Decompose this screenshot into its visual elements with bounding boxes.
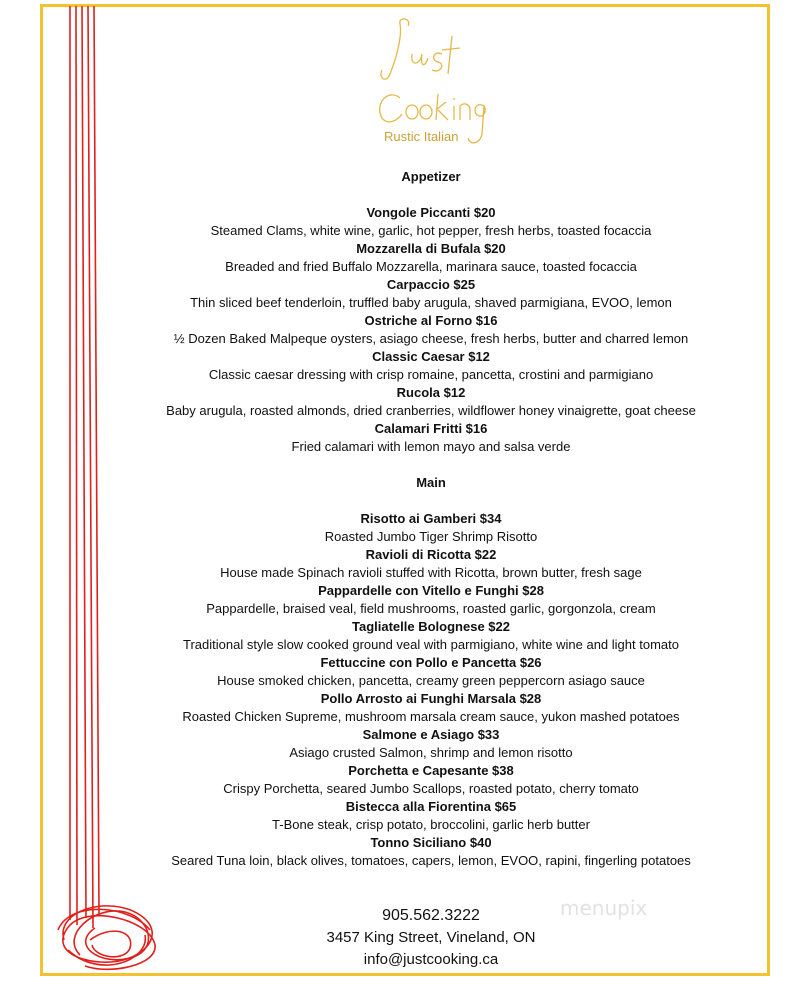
email-address: info@justcooking.ca	[363, 951, 499, 968]
menu-item-name: Salmone e Asiago $33	[362, 727, 500, 742]
menu-item-name: Bistecca alla Fiorentina $65	[345, 799, 517, 814]
contact-footer	[100, 905, 762, 971]
menu-item-name: Fettuccine con Pollo e Pancetta $26	[320, 655, 542, 670]
menu-item-description: Roasted Chicken Supreme, mushroom marsala cream sauce, yukon mashed potatoes	[182, 709, 680, 724]
main-list	[100, 510, 762, 870]
menu-item-description: Steamed Clams, white wine, garlic, hot pepper, fresh herbs, toasted focaccia	[210, 223, 652, 238]
menu-item-description: Crispy Porchetta, seared Jumbo Scallops, roasted potato, cherry tomato	[223, 781, 639, 796]
section-title-appetizer: Appetizer	[401, 169, 461, 184]
menu-item-description: Breaded and fried Buffalo Mozzarella, marinara sauce, toasted focaccia	[225, 259, 637, 274]
menu-item-name: Ravioli di Ricotta $22	[365, 547, 497, 562]
street-address: 3457 King Street, Vineland, ON	[326, 929, 536, 946]
menu-item-description: Thin sliced beef tenderloin, truffled baby arugula, shaved parmigiana, EVOO, lemon	[190, 295, 672, 310]
menu-item-name: Classic Caesar $12	[372, 349, 490, 364]
menu-item-name: Calamari Fritti $16	[374, 421, 488, 436]
menu-item-description: House made Spinach ravioli stuffed with Ricotta, brown butter, fresh sage	[220, 565, 642, 580]
menu-item-name: Porchetta e Capesante $38	[348, 763, 514, 778]
menu-item-description: Fried calamari with lemon mayo and salsa verde	[291, 439, 571, 454]
menu-item-description: Baby arugula, roasted almonds, dried cranberries, wildflower honey vinaigrette, goat cheese	[166, 403, 696, 418]
menupix-watermark: menupix	[560, 896, 648, 920]
menu-item-name: Tonno Siciliano $40	[370, 835, 492, 850]
menu-item-name: Pollo Arrosto ai Funghi Marsala $28	[320, 691, 542, 706]
menu-item-description: Pappardelle, braised veal, field mushrooms, roasted garlic, gorgonzola, cream	[206, 601, 656, 616]
menu-item-description: Asiago crusted Salmon, shrimp and lemon risotto	[289, 745, 573, 760]
menu-item-name: Ostriche al Forno $16	[364, 313, 498, 328]
menu-item-description: Roasted Jumbo Tiger Shrimp Risotto	[324, 529, 538, 544]
menu-item-name: Mozzarella di Bufala $20	[356, 241, 506, 256]
menu-item-description: Traditional style slow cooked ground veal with parmigiano, white wine and light tomato	[183, 637, 679, 652]
menu-item-description: House smoked chicken, pancetta, creamy green peppercorn asiago sauce	[217, 673, 645, 688]
menu-content	[100, 168, 762, 870]
menu-item-name: Carpaccio $25	[386, 277, 476, 292]
menu-item-description: Classic caesar dressing with crisp romaine, pancetta, crostini and parmigiano	[208, 367, 654, 382]
menu-item-name: Rucola $12	[396, 385, 466, 400]
appetizer-list	[100, 204, 762, 456]
menu-item-description: ½ Dozen Baked Malpeque oysters, asiago cheese, fresh herbs, butter and charred lemon	[173, 331, 689, 346]
menu-item-description: T-Bone steak, crisp potato, broccolini, garlic herb butter	[272, 817, 590, 832]
logo-tagline: Rustic Italian	[384, 129, 459, 144]
menu-item-name: Vongole Piccanti $20	[366, 205, 496, 220]
menu-item-name: Risotto ai Gamberi $34	[360, 511, 502, 526]
section-title-main: Main	[416, 475, 446, 490]
menu-item-name: Tagliatelle Bolognese $22	[352, 619, 510, 634]
menu-item-description: Seared Tuna loin, black olives, tomatoes, capers, lemon, EVOO, rapini, fingerling potatoes	[171, 853, 691, 868]
menu-item-name: Pappardelle con Vitello e Funghi $28	[318, 583, 544, 598]
phone-number: 905.562.3222	[382, 907, 480, 924]
